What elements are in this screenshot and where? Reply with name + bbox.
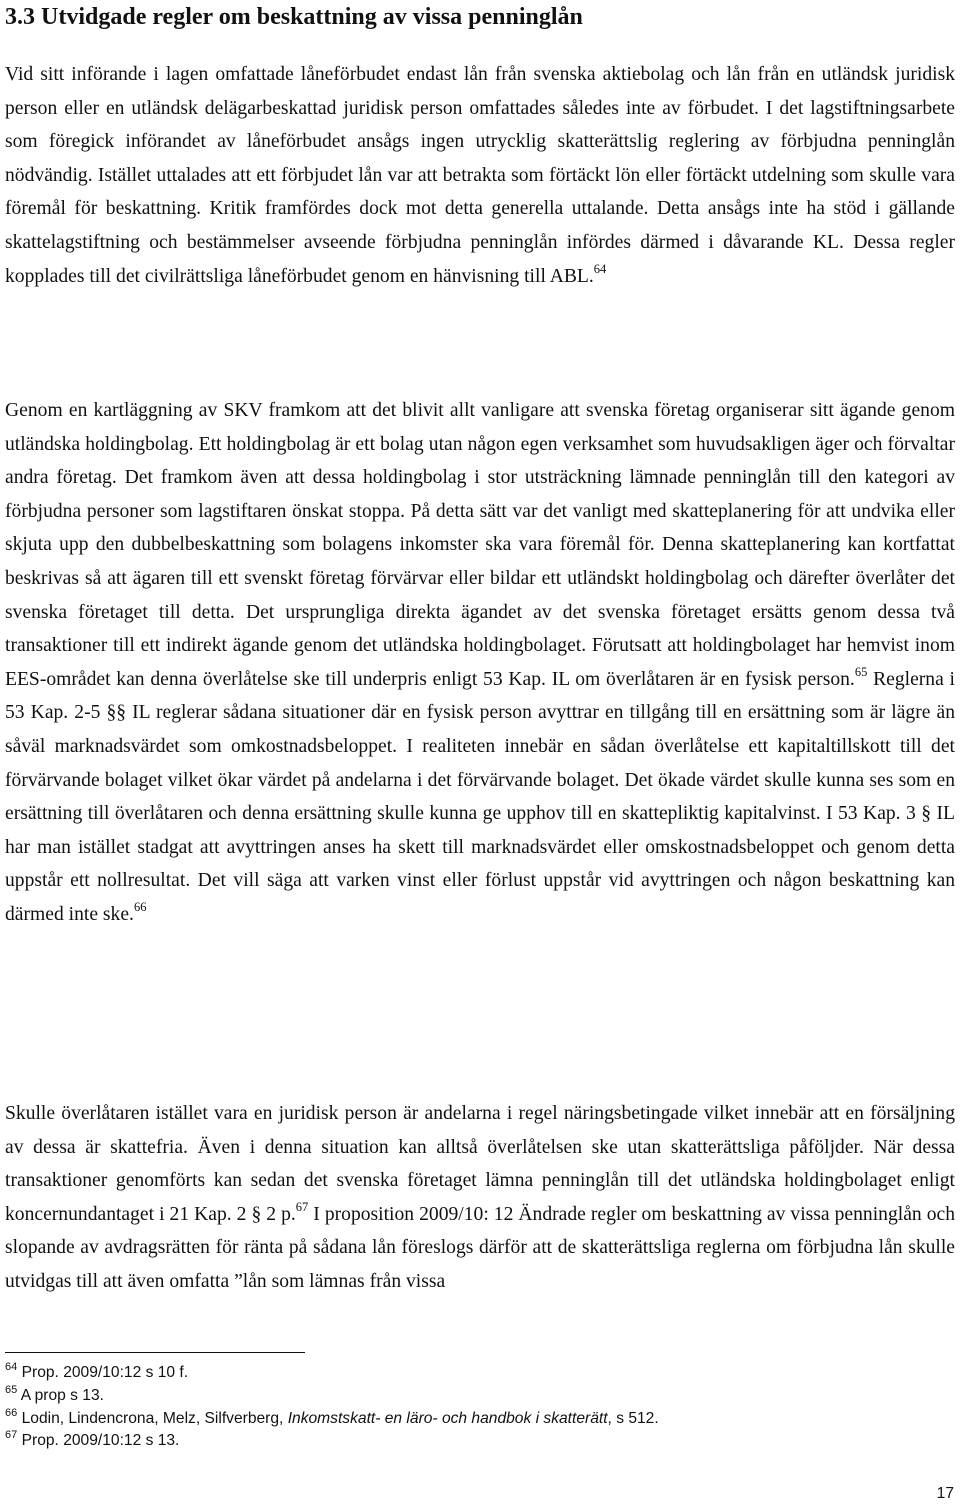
footnote-reference: 64 [593, 261, 607, 276]
footnote-text: A prop s 13. [20, 1386, 104, 1404]
page-number: 17 [936, 1485, 954, 1502]
body-paragraph [5, 394, 955, 932]
paragraph-text: Vid sitt införande i lagen omfattade låneförbudet endast lån från svenska aktiebolag och lån från en utländsk juridisk person eller en utländsk delägarbeskattad juridisk person omfattades således inte av förbudet. I det lagstiftningsarbete som föregick införandet av låneförbudet ansågs ingen utrycklig skatterättslig reglering av förbjudna penninglån nödvändig. Istället uttalades att ett förbjudet lån var att betrakta som förtäckt lön eller förtäckt utdelning som skulle vara föremål för beskattning. Kritik framfördes dock mot detta generella uttalande. Detta ansågs inte ha stöd i gällande skattelagstiftning och bestämmelser avseende förbjudna penninglån infördes därmed i dåvarande KL. Dessa regler kopplades till det civilrättsliga låneförbudet genom en hänvisning till ABL. [5, 64, 955, 287]
paragraph-text: Reglerna i 53 Kap. 2-5 §§ IL reglerar sådana situationer där en fysisk person avyttrar en tillgång till en ersättning som är lägre än såväl marknadsvärdet som omkostnadsbeloppet. I realiteten innebär en sådan överlåtelse ett kapitaltillskott till det förvärvande bolaget vilket ökar värdet på andelarna i det förvärvande bolaget. Det ökade värdet skulle kunna ses som en ersättning till överlåtaren och denna ersättning skulle kunna ge upphov till en skattepliktig kapitalvinst. I 53 Kap. 3 § IL har man istället stadgat att avyttringen anses ha skett till marknadsvärdet eller omskostnadsbeloppet och genom detta uppstår ett nollresultat. Det vill säga att varken vinst eller förlust uppstår vid avyttringen och någon beskattning kan därmed inte ske. [5, 668, 955, 925]
section-heading: 3.3 Utvidgade regler om beskattning av vissa penninglån [5, 4, 583, 30]
body-paragraph [5, 58, 955, 293]
footnote-text: Prop. 2009/10:12 s 13. [21, 1432, 180, 1450]
footnote-number: 65 [5, 1383, 18, 1396]
footnote-reference: 67 [295, 1199, 309, 1214]
footnote-number: 67 [5, 1429, 18, 1442]
footnote [5, 1430, 955, 1453]
footnote-text: Prop. 2009/10:12 s 10 f. [21, 1364, 189, 1381]
footnote-reference: 65 [854, 664, 868, 679]
paragraph-text: I proposition 2009/10: 12 Ändrade regler om beskattning av vissa penninglån och slopande av avdragsrätten för ränta på sådana lån föreslogs därför att de skatterättsliga reglerna om förbjudna lån skulle utvidgas till att även omfatta ”lån som lämnas från vissa [5, 1203, 955, 1292]
footnote-number: 64 [5, 1361, 18, 1373]
paragraph-text: Genom en kartläggning av SKV framkom att det blivit allt vanligare att svenska företag organiserar sitt ägande genom utländska holdingbolag. Ett holdingbolag är ett bolag utan någon egen verksamhet som huvudsakligen äger och förvaltar andra företag. Det framkom även att dessa holdingbolag i stor utsträckning lämnade penninglån till den kategori av förbjudna personer som lagstiftaren önskat stoppa. På detta sätt var det vanligt med skatteplanering för att undvika eller skjuta upp den dubbelbeskattning som bolagens inkomster ska vara föremål för. Denna skatteplanering kan kortfattat beskrivas så att ägaren till ett svenskt företag förvärvar eller bildar ett utländskt holdingbolag och därefter överlåter det svenska företaget till detta. Det ursprungliga direkta ägandet av det svenska företaget ersätts genom dessa två transaktioner till ett indirekt ägande genom det utländska holdingbolaget. Förutsatt att holdingbolaget har hemvist inom EES-området kan denna överlåtelse ske till underpris enligt 53 Kap. IL om överlåtaren är en fysisk person. [5, 400, 955, 690]
footnotes [5, 1362, 955, 1453]
footnote-divider [5, 1352, 305, 1353]
footnote-text: Lodin, Lindencrona, Melz, Silfverberg, [21, 1409, 288, 1427]
footnote-reference: 66 [133, 899, 147, 914]
footnote [5, 1362, 955, 1385]
footnote-book-title: Inkomstskatt- en läro- och handbok i skatterätt [287, 1409, 608, 1427]
body-paragraph [5, 1097, 955, 1299]
footnote [5, 1408, 955, 1431]
footnote [5, 1385, 955, 1408]
footnote-number: 66 [5, 1406, 18, 1419]
paragraph-text: Skulle överlåtaren istället vara en juridisk person är andelarna i regel näringsbetingade vilket innebär att en försäljning av dessa är skattefria. Även i denna situation kan alltså överlåtelsen ske utan skatterättsliga påföljder. När dessa transaktioner genomförts kan sedan det svenska företaget lämna penninglån till det utländska holdingbolaget enligt koncernundantaget i 21 Kap. 2 § 2 p. [5, 1103, 955, 1225]
footnote-text: , s 512. [607, 1409, 659, 1427]
